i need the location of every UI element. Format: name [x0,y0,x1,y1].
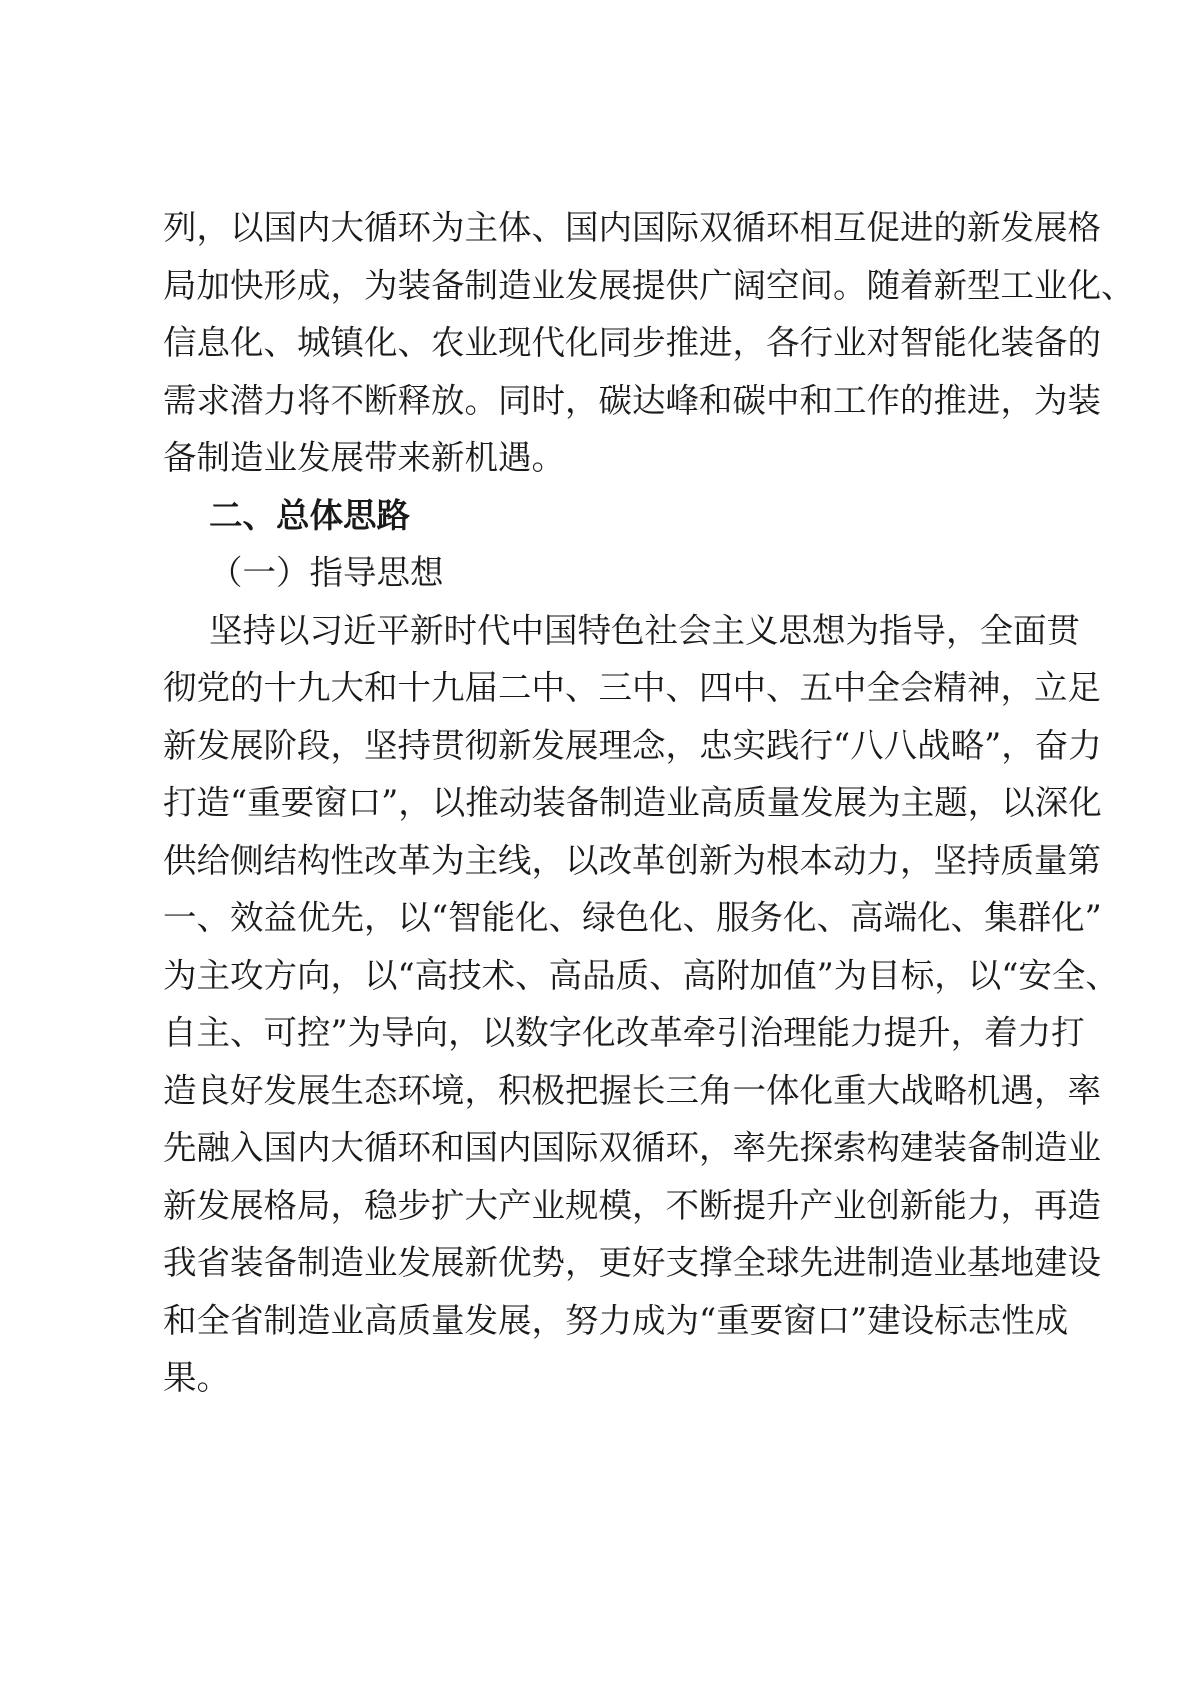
paragraph-line: 新发展格局，稳步扩大产业规模，不断提升产业创新能力，再造 [163,1186,1101,1225]
paragraph-line: 和全省制造业高质量发展，努力成为“重要窗口”建设标志性成 [163,1301,1069,1340]
text-line: 需求潜力将不断释放。同时，碳达峰和碳中和工作的推进，为装 [163,381,1101,420]
paragraph-line: 打造“重要窗口”，以推动装备制造业高质量发展为主题，以深化 [163,783,1102,822]
paragraph-line: 先融入国内大循环和国内国际双循环，率先探索构建装备制造业 [163,1128,1101,1167]
paragraph-line: 一、效益优先，以“智能化、绿色化、服务化、高端化、集群化” [163,898,1102,937]
text-line: 备制造业发展带来新机遇。 [163,438,565,477]
section-heading: 二、总体思路 [209,496,410,535]
paragraph-line: 为主攻方向，以“高技术、高品质、高附加值”为目标，以“安全、 [163,956,1119,995]
paragraph-line: 造良好发展生态环境，积极把握长三角一体化重大战略机遇，率 [163,1071,1101,1110]
subsection-heading: （一）指导思想 [209,553,444,592]
paragraph-line: 新发展阶段，坚持贯彻新发展理念，忠实践行“八八战略”，奋力 [163,726,1102,765]
paragraph-line: 果。 [163,1358,230,1397]
paragraph-line: 我省装备制造业发展新优势，更好支撑全球先进制造业基地建设 [163,1243,1101,1282]
paragraph-line: 自主、可控”为导向，以数字化改革牵引治理能力提升，着力打 [163,1013,1085,1052]
text-line: 信息化、城镇化、农业现代化同步推进，各行业对智能化装备的 [163,323,1101,362]
paragraph-line: 坚持以习近平新时代中国特色社会主义思想为指导，全面贯 [209,611,1080,650]
text-line: 局加快形成，为装备制造业发展提供广阔空间。随着新型工业化、 [163,266,1135,305]
paragraph-line: 供给侧结构性改革为主线，以改革创新为根本动力，坚持质量第 [163,841,1101,880]
paragraph-line: 彻党的十九大和十九届二中、三中、四中、五中全会精神，立足 [163,668,1101,707]
text-line: 列，以国内大循环为主体、国内国际双循环相互促进的新发展格 [163,208,1101,247]
